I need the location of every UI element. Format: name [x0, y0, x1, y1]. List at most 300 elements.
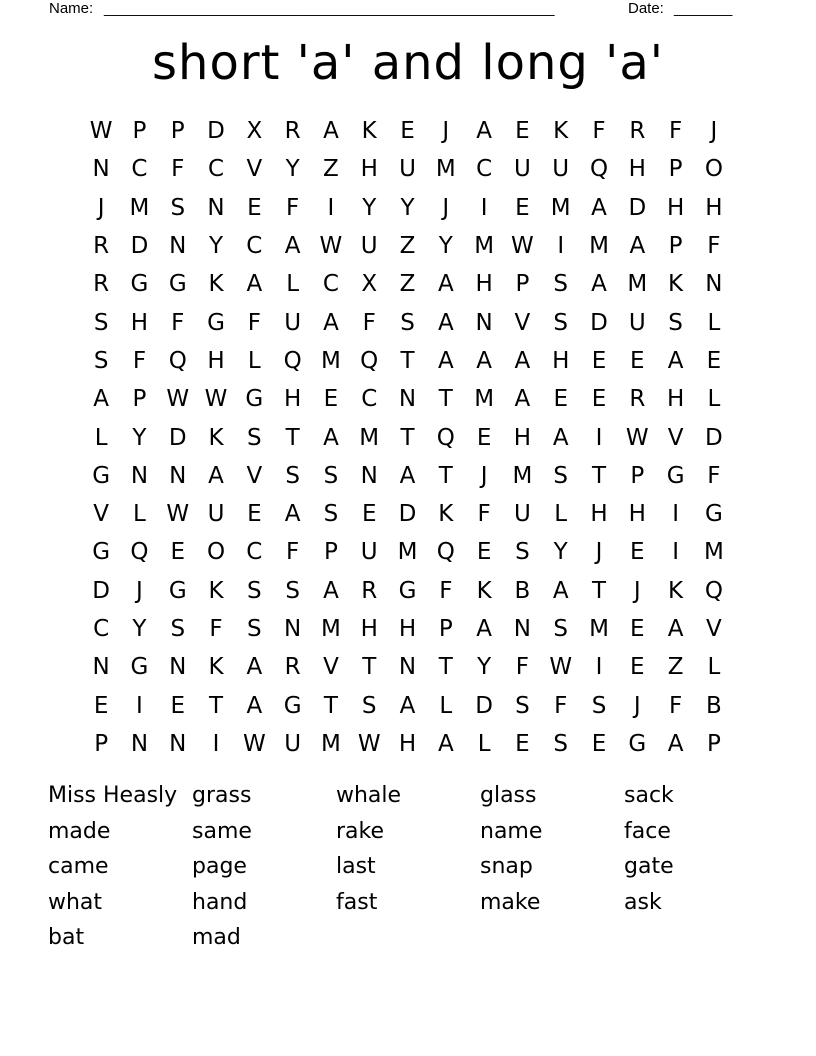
grid-letter: G [168, 577, 187, 604]
grid-letter: G [704, 501, 723, 528]
grid-letter: J [442, 118, 450, 145]
grid-letter: S [247, 616, 262, 642]
grid-letter: F [668, 118, 683, 145]
grid-letter: S [515, 539, 530, 566]
grid-letter: P [132, 118, 147, 145]
grid-letter: S [285, 462, 300, 489]
grid-letter: P [170, 118, 185, 145]
grid-letter: P [515, 271, 530, 298]
word-list-item: hand [192, 889, 248, 915]
grid-letter: E [170, 692, 186, 719]
grid-letter: P [132, 386, 147, 413]
grid-letter: E [591, 386, 607, 413]
grid-letter: G [92, 462, 111, 489]
grid-letter: S [553, 309, 569, 336]
grid-letter: H [705, 194, 723, 221]
grid-letter: A [552, 424, 569, 451]
grid-letter: M [359, 424, 380, 451]
grid-letter: H [590, 501, 608, 528]
grid-letter: F [209, 616, 223, 642]
grid-letter: X [361, 271, 378, 298]
grid-letter: Z [323, 156, 339, 183]
grid-letter: E [515, 118, 530, 145]
grid-letter: J [480, 462, 488, 489]
grid-letter: Y [209, 233, 224, 260]
grid-letter: R [93, 233, 110, 260]
grid-letter: H [666, 194, 685, 221]
grid-letter: H [360, 156, 378, 183]
word-list-item: bat [48, 925, 85, 951]
grid-letter: G [398, 577, 417, 604]
grid-letter: E [630, 539, 645, 566]
grid-letter: M [512, 462, 533, 489]
grid-letter: R [629, 386, 646, 413]
grid-letter: Y [400, 194, 415, 221]
grid-letter: O [206, 539, 226, 566]
grid-letter: K [476, 577, 492, 604]
grid-letter: A [399, 692, 416, 719]
grid-letter: I [327, 194, 335, 221]
grid-letter: E [630, 654, 645, 681]
grid-letter: G [130, 271, 149, 298]
grid-letter: P [668, 233, 683, 260]
grid-letter: A [93, 386, 110, 413]
grid-letter: E [247, 501, 262, 528]
grid-letter: D [628, 194, 647, 221]
grid-letter: A [476, 616, 492, 642]
grid-letter: P [706, 730, 721, 757]
grid-letter: S [591, 692, 607, 719]
word-list-item: whale [336, 783, 402, 808]
grid-letter: A [437, 730, 454, 757]
grid-letter: S [247, 577, 262, 604]
word-list-item: grass [192, 783, 252, 808]
grid-letter: N [92, 654, 110, 681]
word-list-item: made [48, 818, 111, 844]
grid-letter: K [668, 271, 684, 298]
grid-letter: Q [168, 347, 187, 374]
grid-letter: N [398, 386, 417, 413]
grid-letter: U [399, 156, 416, 183]
grid-letter: N [705, 271, 723, 298]
grid-letter: T [400, 347, 415, 374]
grid-letter: A [208, 462, 224, 489]
grid-letter: A [629, 233, 646, 260]
word-list-item: mad [192, 925, 241, 951]
grid-letter: D [590, 309, 608, 336]
grid-letter: E [170, 539, 186, 566]
grid-letter: A [476, 118, 492, 145]
grid-letter: Y [362, 194, 377, 221]
grid-letter: K [438, 501, 454, 528]
grid-letter: Q [589, 156, 609, 183]
grid-letter: V [323, 654, 339, 681]
grid-letter: T [400, 424, 415, 451]
grid-letter: Q [283, 347, 302, 374]
grid-letter: V [93, 501, 110, 528]
grid-letter: H [207, 347, 225, 374]
grid-letter: D [207, 118, 225, 145]
grid-letter: D [475, 692, 493, 719]
header [0, 0, 816, 22]
grid-letter: L [247, 347, 261, 374]
grid-letter: Y [477, 654, 492, 681]
grid-letter: V [667, 424, 684, 451]
grid-letter: F [515, 654, 530, 681]
grid-letter: S [170, 616, 186, 642]
grid-letter: A [246, 271, 263, 298]
grid-letter: M [129, 194, 150, 221]
grid-letter: L [707, 654, 721, 681]
grid-letter: K [208, 654, 224, 681]
grid-letter: N [169, 462, 187, 489]
grid-letter: E [323, 386, 339, 413]
grid-letter: H [552, 347, 570, 374]
grid-letter: U [552, 156, 570, 183]
grid-letter: I [595, 424, 603, 451]
grid-letter: L [286, 271, 300, 298]
grid-letter: J [136, 577, 143, 604]
word-list-item: rake [336, 818, 385, 844]
grid-letter: K [208, 577, 224, 604]
grid-letter: X [246, 118, 263, 145]
grid-letter: I [480, 194, 488, 221]
grid-letter: T [438, 462, 453, 489]
grid-letter: N [513, 616, 532, 642]
grid-letter: U [284, 730, 302, 757]
grid-letter: E [476, 424, 492, 451]
grid-letter: S [323, 501, 339, 528]
grid-letter: M [589, 233, 609, 260]
grid-letter: S [553, 271, 569, 298]
grid-letter: F [707, 462, 721, 489]
grid-letter: O [704, 156, 723, 183]
grid-letter: I [672, 501, 679, 528]
grid-letter: C [361, 386, 378, 413]
grid-letter: D [705, 424, 723, 451]
grid-letter: N [207, 194, 225, 221]
grid-letter: M [589, 616, 609, 642]
word-search-grid [82, 112, 733, 763]
grid-letter: J [595, 539, 603, 566]
grid-letter: B [706, 692, 722, 719]
grid-letter: C [476, 156, 493, 183]
grid-letter: Y [553, 539, 568, 566]
word-list-item: sack [624, 783, 674, 808]
grid-letter: F [707, 233, 721, 260]
grid-letter: S [553, 616, 569, 642]
grid-letter: F [362, 309, 376, 336]
grid-letter: L [133, 501, 146, 528]
grid-letter: F [477, 501, 491, 528]
grid-letter: M [474, 386, 495, 413]
word-list-item: Miss Heasly [48, 783, 178, 808]
grid-letter: L [554, 501, 568, 528]
grid-letter: G [207, 309, 225, 336]
grid-letter: E [400, 118, 415, 145]
grid-letter: L [477, 730, 491, 757]
grid-letter: M [627, 271, 648, 298]
grid-letter: G [666, 462, 685, 489]
grid-letter: W [511, 233, 534, 260]
grid-letter: H [398, 730, 417, 757]
word-list-item: face [624, 818, 671, 844]
grid-letter: G [283, 692, 302, 719]
grid-letter: R [284, 118, 301, 145]
grid-letter: J [633, 577, 641, 604]
grid-letter: S [553, 462, 569, 489]
grid-letter: S [247, 424, 262, 451]
grid-letter: D [168, 424, 187, 451]
grid-letter: U [207, 501, 225, 528]
grid-letter: N [92, 156, 110, 183]
grid-letter: E [515, 194, 530, 221]
grid-letter: L [707, 309, 721, 336]
grid-letter: C [246, 539, 263, 566]
word-list-item: gate [624, 854, 674, 880]
grid-letter: G [245, 386, 264, 413]
grid-letter: G [92, 539, 111, 566]
grid-letter: V [246, 156, 263, 183]
grid-letter: S [285, 577, 300, 604]
grid-letter: W [549, 654, 573, 681]
grid-letter: F [132, 347, 147, 374]
word-list-item: make [480, 889, 541, 915]
grid-letter: G [130, 654, 149, 681]
grid-letter: J [97, 194, 105, 221]
grid-letter: A [552, 577, 569, 604]
grid-letter: T [591, 577, 607, 604]
grid-letter: S [668, 309, 683, 336]
grid-letter: W [319, 233, 343, 260]
grid-letter: E [630, 347, 645, 374]
grid-letter: I [672, 539, 679, 566]
word-list-item: fast [336, 889, 378, 915]
grid-letter: H [628, 156, 646, 183]
grid-letter: E [476, 539, 492, 566]
grid-letter: H [628, 501, 646, 528]
grid-letter: C [208, 156, 225, 183]
grid-letter: M [321, 347, 341, 374]
grid-letter: E [93, 692, 109, 719]
grid-letter: A [591, 194, 607, 221]
grid-letter: U [284, 309, 302, 336]
grid-letter: J [710, 118, 718, 145]
grid-letter: H [130, 309, 149, 336]
grid-letter: F [286, 194, 300, 221]
grid-letter: M [435, 156, 456, 183]
grid-letter: W [625, 424, 649, 451]
grid-letter: S [93, 309, 109, 336]
grid-letter: E [247, 194, 262, 221]
grid-letter: E [553, 386, 568, 413]
grid-letter: Q [360, 347, 379, 374]
grid-letter: M [397, 539, 418, 566]
grid-letter: U [513, 501, 531, 528]
grid-letter: H [475, 271, 493, 298]
grid-letter: W [89, 118, 113, 145]
grid-letter: A [476, 347, 492, 374]
grid-letter: Z [399, 233, 416, 260]
grid-letter: W [204, 386, 228, 413]
grid-letter: S [170, 194, 186, 221]
grid-letter: A [323, 577, 339, 604]
grid-letter: A [437, 271, 454, 298]
word-list-item: ask [624, 889, 662, 915]
grid-letter: Q [704, 577, 723, 604]
grid-letter: L [439, 692, 453, 719]
word-list-item: page [192, 854, 247, 880]
grid-letter: N [130, 462, 149, 489]
grid-letter: N [360, 462, 378, 489]
grid-letter: E [706, 347, 722, 374]
grid-letter: M [474, 233, 495, 260]
grid-letter: T [438, 386, 453, 413]
grid-letter: A [323, 309, 339, 336]
grid-letter: A [246, 654, 263, 681]
grid-letter: R [284, 654, 301, 681]
grid-letter: M [321, 730, 341, 757]
grid-letter: V [246, 462, 263, 489]
grid-letter: L [94, 424, 108, 451]
grid-letter: P [94, 730, 109, 757]
word-list-item: same [192, 818, 252, 844]
grid-letter: Y [438, 233, 453, 260]
grid-letter: R [361, 577, 378, 604]
grid-letter: A [284, 233, 301, 260]
grid-letter: A [437, 309, 454, 336]
word-list-item: snap [480, 854, 533, 880]
grid-letter: P [438, 616, 453, 642]
grid-letter: A [323, 118, 339, 145]
page-title: short 'a' and long 'a' [152, 35, 664, 91]
grid-letter: T [285, 424, 300, 451]
grid-letter: H [360, 616, 378, 642]
grid-letter: F [286, 539, 300, 566]
grid-letter: F [592, 118, 606, 145]
grid-letter: I [595, 654, 603, 681]
grid-letter: A [667, 347, 684, 374]
grid-letter: M [321, 616, 341, 642]
grid-letter: T [438, 654, 453, 681]
name-blank-line[interactable]: ______________________________________________________ [104, 0, 555, 17]
grid-letter: A [284, 501, 301, 528]
grid-letter: Y [132, 616, 147, 642]
grid-letter: K [553, 118, 569, 145]
grid-letter: N [169, 730, 187, 757]
grid-letter: A [591, 271, 607, 298]
grid-letter: W [242, 730, 266, 757]
grid-letter: I [136, 692, 143, 719]
grid-letter: H [283, 386, 302, 413]
grid-letter: N [169, 654, 187, 681]
grid-letter: R [629, 118, 646, 145]
grid-letter: N [284, 616, 302, 642]
grid-letter: D [130, 233, 149, 260]
grid-letter: Y [285, 156, 300, 183]
grid-letter: T [209, 692, 224, 719]
grid-letter: S [323, 462, 339, 489]
grid-letter: A [323, 424, 339, 451]
grid-letter: T [591, 462, 607, 489]
grid-letter: Z [667, 654, 684, 681]
grid-letter: I [212, 730, 220, 757]
grid-letter: U [360, 539, 378, 566]
grid-letter: F [554, 692, 568, 719]
grid-letter: H [666, 386, 685, 413]
grid-letter: N [130, 730, 149, 757]
grid-letter: E [515, 730, 530, 757]
grid-letter: F [247, 309, 261, 336]
grid-letter: S [361, 692, 377, 719]
word-list-item: glass [480, 783, 537, 808]
grid-letter: P [668, 156, 683, 183]
grid-letter: E [361, 501, 377, 528]
grid-letter: G [168, 271, 187, 298]
grid-letter: Q [130, 539, 149, 566]
grid-letter: I [557, 233, 565, 260]
name-label: Name: [49, 0, 94, 17]
grid-letter: F [171, 156, 185, 183]
grid-letter: U [513, 156, 531, 183]
grid-letter: C [131, 156, 148, 183]
grid-letter: M [550, 194, 571, 221]
grid-letter: A [514, 347, 531, 374]
grid-letter: S [515, 692, 530, 719]
grid-letter: Q [436, 539, 455, 566]
grid-letter: A [667, 616, 684, 642]
grid-letter: K [668, 577, 684, 604]
grid-letter: N [398, 654, 417, 681]
grid-letter: Y [132, 424, 147, 451]
date-blank-line[interactable]: _______ [674, 0, 733, 17]
grid-letter: T [323, 692, 338, 719]
grid-letter: J [442, 194, 450, 221]
grid-letter: U [360, 233, 378, 260]
word-list-item: what [48, 889, 103, 915]
grid-letter: A [437, 347, 454, 374]
grid-letter: F [171, 309, 185, 336]
grid-letter: J [633, 692, 641, 719]
grid-letter: A [246, 692, 263, 719]
grid-letter: W [166, 386, 190, 413]
grid-letter: P [323, 539, 338, 566]
grid-letter: T [362, 654, 377, 681]
grid-letter: S [553, 730, 569, 757]
grid-letter: H [513, 424, 532, 451]
grid-letter: N [169, 233, 187, 260]
grid-letter: W [357, 730, 381, 757]
word-list-item: last [336, 854, 376, 880]
grid-letter: Q [436, 424, 455, 451]
grid-letter: D [92, 577, 110, 604]
grid-letter: V [706, 616, 722, 642]
date-label: Date: [628, 0, 664, 17]
grid-letter: A [514, 386, 531, 413]
grid-letter: A [667, 730, 684, 757]
word-list-item: name [480, 818, 543, 844]
word-list [48, 778, 768, 956]
grid-letter: A [399, 462, 416, 489]
grid-letter: K [208, 271, 224, 298]
word-list-item: came [48, 854, 109, 880]
grid-letter: C [322, 271, 339, 298]
grid-letter: E [630, 616, 645, 642]
grid-letter: G [628, 730, 647, 757]
grid-letter: C [93, 616, 110, 642]
grid-letter: F [439, 577, 453, 604]
grid-letter: U [628, 309, 646, 336]
